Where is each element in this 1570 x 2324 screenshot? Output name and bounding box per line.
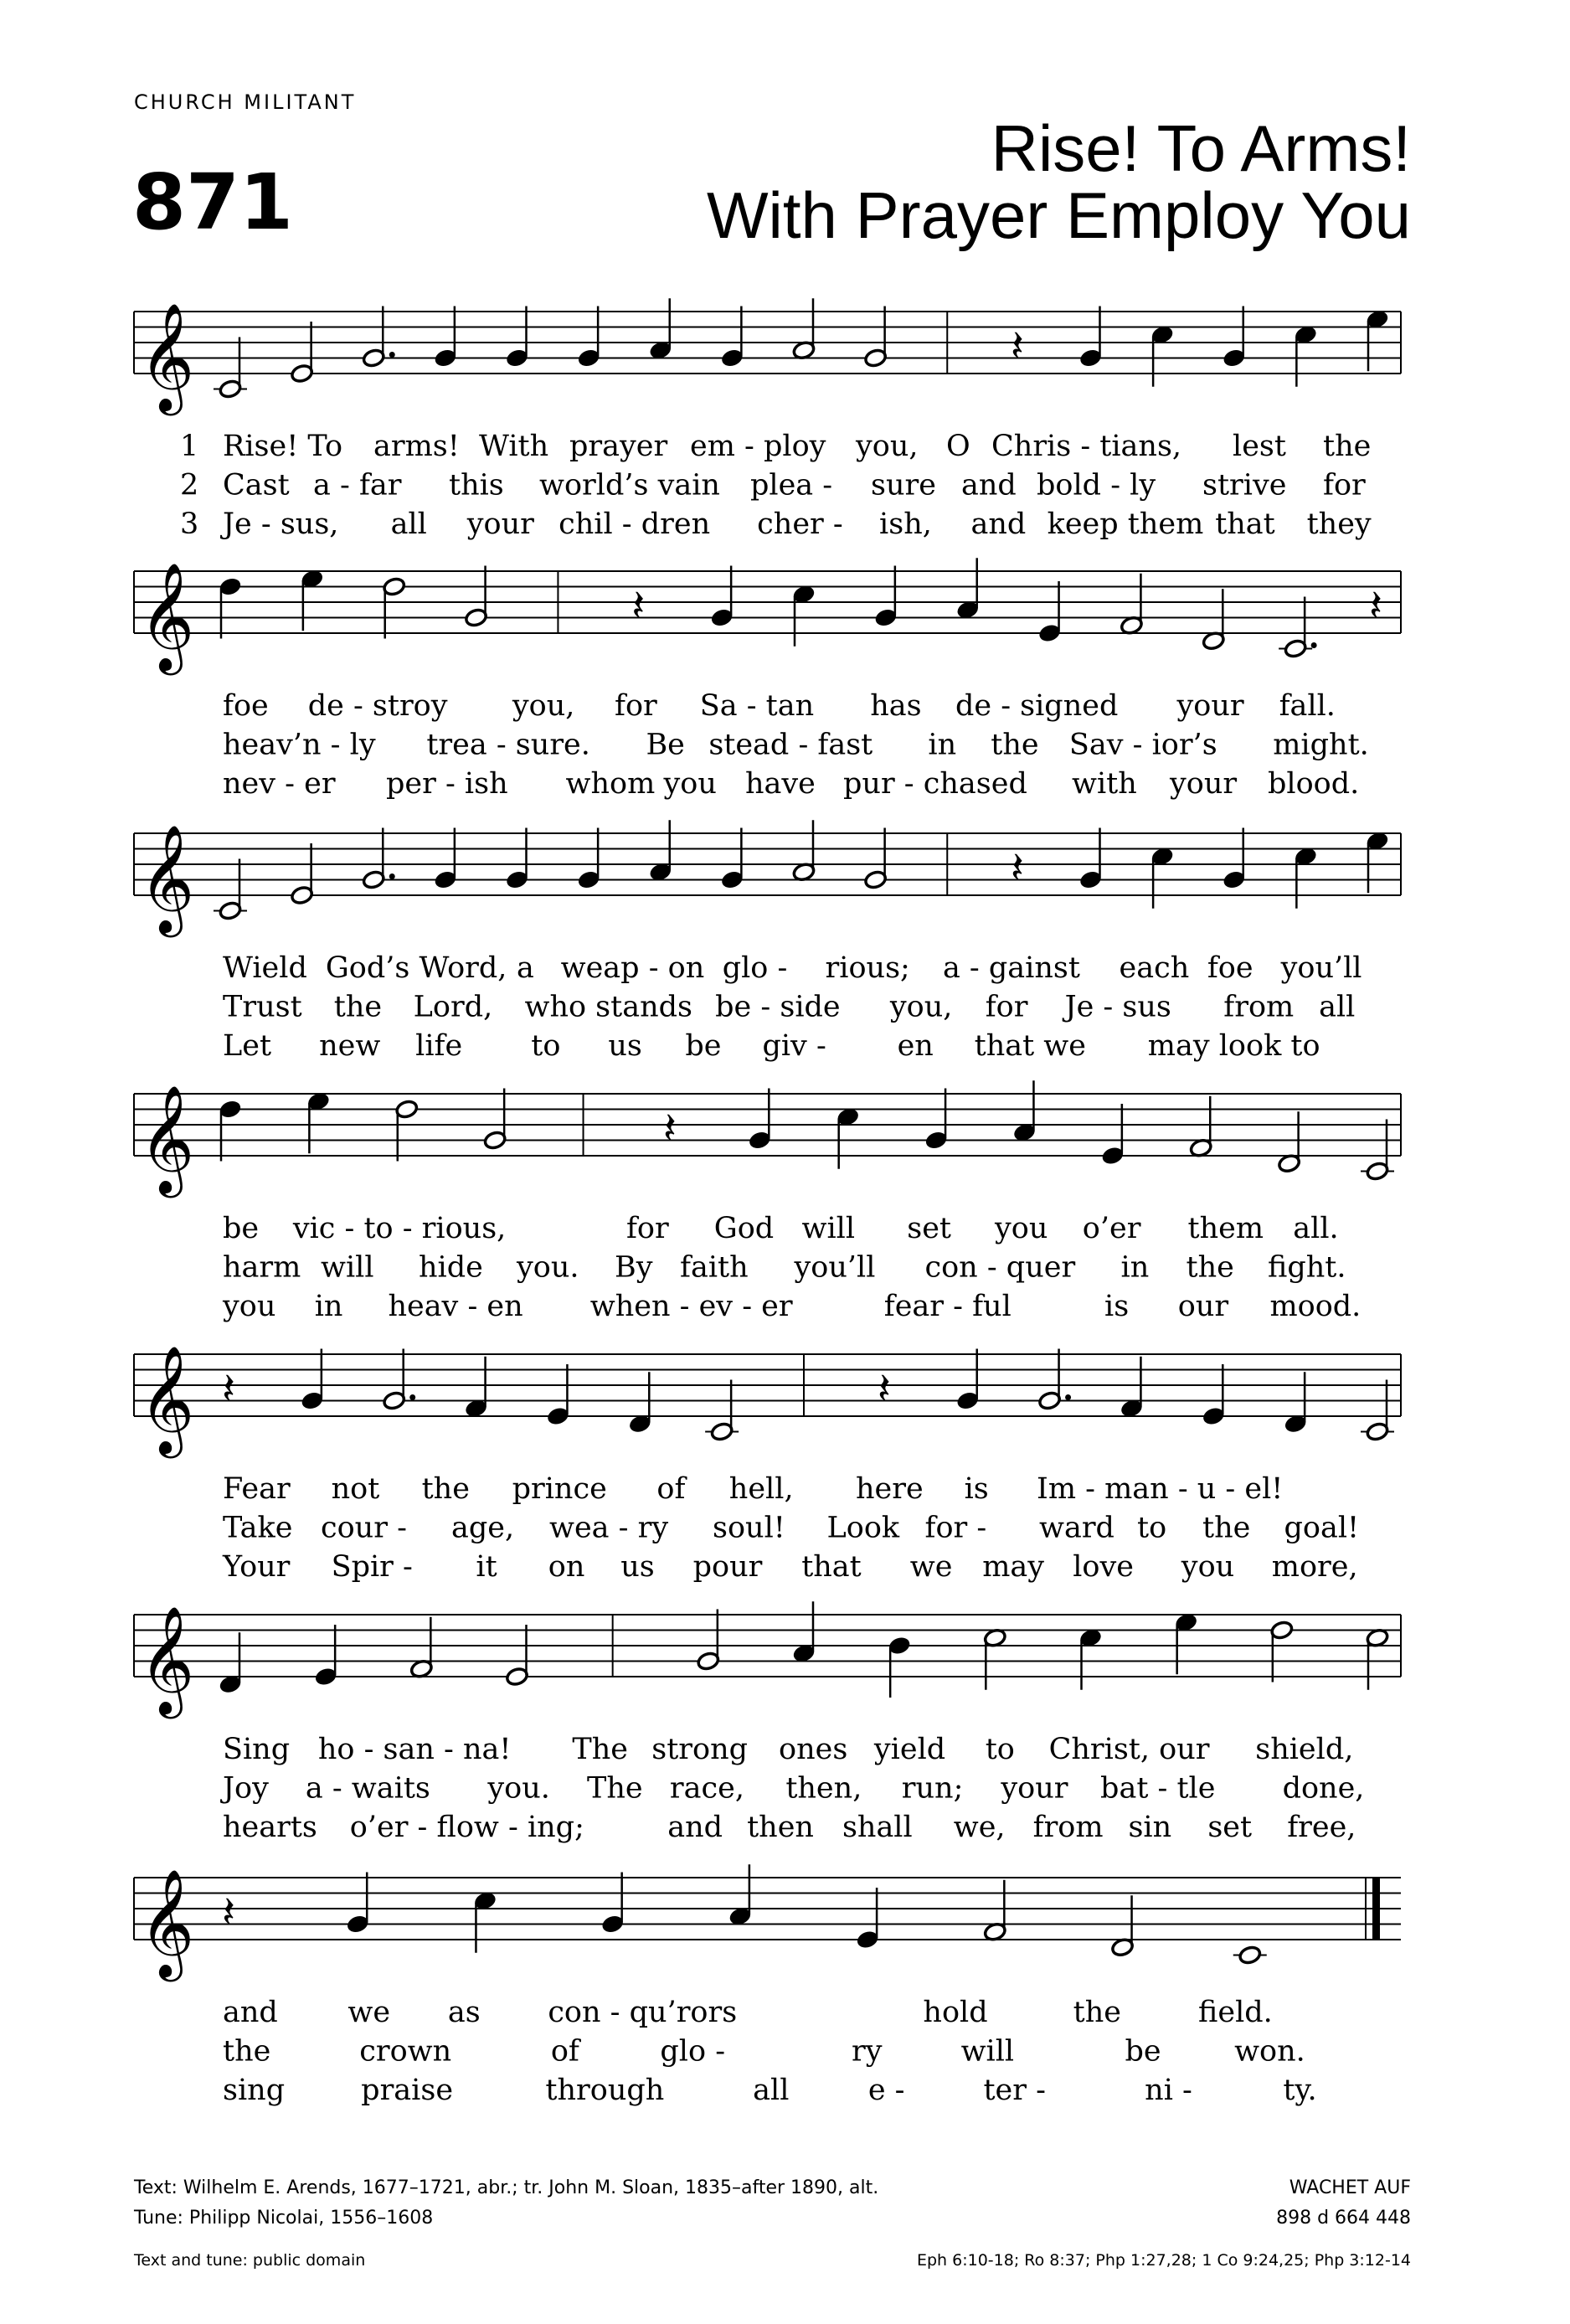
lyric-syllable: a - waits — [305, 1771, 430, 1806]
lyric-syllable: Lord, — [413, 990, 493, 1024]
lyric-syllable: crown — [359, 2034, 452, 2069]
lyric-syllable: all — [753, 2074, 790, 2107]
lyric-syllable: have — [745, 767, 816, 801]
lyric-syllable: for — [625, 1212, 669, 1245]
lyric-syllable: Your — [223, 1550, 291, 1584]
lyric-syllable: sin — [1128, 1811, 1172, 1844]
lyric-syllable: blood. — [1268, 767, 1360, 801]
lyric-syllable: in — [928, 728, 957, 762]
lyric-syllable: the — [1323, 430, 1372, 463]
lyric-syllable: mood. — [1269, 1290, 1362, 1323]
lyric-syllable: Rise! To — [223, 430, 343, 463]
lyric-syllable: you — [995, 1212, 1048, 1245]
lyric-syllable: Sing — [223, 1733, 291, 1766]
lyric-syllable: hold — [923, 1996, 988, 2029]
treble-clef-icon: 𝄞 — [139, 562, 195, 671]
lyric-syllable: new — [319, 1029, 381, 1063]
lyric-syllable: love — [1073, 1550, 1134, 1584]
dot — [1311, 642, 1317, 648]
lyric-syllable: your — [466, 508, 534, 541]
lyric-syllable: Im - man - u - el! — [1037, 1472, 1284, 1506]
lyric-syllable: sing — [223, 2074, 286, 2107]
lyric-syllable: the — [991, 728, 1039, 762]
lyric-syllable: ho - san - na! — [317, 1733, 512, 1766]
lyric-syllable: more, — [1271, 1550, 1358, 1584]
lyric-syllable: Be — [646, 728, 685, 762]
lyric-syllable: heav - en — [388, 1290, 523, 1323]
lyric-syllable: has — [870, 689, 922, 723]
lyric-syllable: be — [1125, 2034, 1161, 2069]
lyric-syllable: Sa - tan — [699, 689, 815, 723]
quarter-rest-icon: 𝄽 — [1010, 843, 1024, 894]
lyric-syllable: will — [321, 1250, 374, 1285]
lyric-syllable: for — [1323, 468, 1366, 502]
quarter-rest-icon: 𝄽 — [1010, 322, 1024, 373]
lyric-syllable: then, — [785, 1771, 862, 1806]
lyric-syllable: Wield — [223, 951, 307, 985]
lyric-syllable: hide — [419, 1250, 483, 1285]
lyric-syllable: field. — [1198, 1996, 1273, 2029]
lyric-syllable: then — [747, 1811, 814, 1844]
lyric-syllable: in — [314, 1290, 343, 1323]
lyric-syllable: fall. — [1279, 689, 1336, 723]
lyric-syllable: that — [1215, 508, 1275, 541]
lyric-syllable: soul! — [713, 1511, 785, 1545]
treble-clef-icon: 𝄞 — [139, 302, 195, 411]
lyric-syllable: a — [517, 951, 534, 985]
lyric-syllable: you. — [517, 1250, 579, 1285]
lyric-syllable: each — [1119, 951, 1190, 985]
lyric-syllable: praise — [361, 2074, 454, 2107]
staff-system-2 — [134, 558, 1401, 801]
hymn-number: 871 — [132, 157, 294, 247]
lyric-syllable: strong — [651, 1733, 749, 1766]
lyric-syllable: con - quer — [924, 1250, 1076, 1285]
lyric-syllable: you — [663, 767, 717, 801]
lyric-syllable: faith — [680, 1250, 749, 1285]
lyric-syllable: Chris - tians, — [991, 430, 1182, 463]
lyric-syllable: with — [1072, 767, 1137, 801]
lyric-syllable: that we — [974, 1029, 1086, 1063]
lyric-syllable: will — [960, 2034, 1015, 2069]
lyric-syllable: this — [449, 468, 504, 502]
lyric-syllable: ish, — [879, 508, 932, 541]
lyric-syllable: in — [1120, 1250, 1150, 1285]
lyric-syllable: be — [685, 1029, 722, 1063]
lyric-syllable: you — [223, 1290, 276, 1323]
final-bar-thick — [1372, 1878, 1380, 1940]
lyric-syllable: won. — [1234, 2034, 1305, 2069]
dot — [409, 1394, 415, 1400]
verse-number: 3 — [180, 508, 199, 541]
lyric-syllable: for — [985, 990, 1028, 1024]
lyric-syllable: done, — [1282, 1771, 1365, 1806]
lyric-syllable: harm — [223, 1250, 301, 1285]
lyric-syllable: when - ev - er — [589, 1290, 793, 1323]
lyric-syllable: you, — [856, 430, 919, 463]
tune-name: WACHET AUF — [1289, 2177, 1411, 2198]
lyric-syllable: you, — [512, 689, 575, 723]
lyric-syllable: prince — [512, 1472, 607, 1506]
treble-clef-icon: 𝄞 — [139, 824, 195, 933]
quarter-rest-icon: 𝄽 — [662, 1104, 677, 1155]
lyric-syllable: we — [347, 1996, 391, 2029]
lyric-syllable: whom — [565, 767, 656, 801]
lyric-syllable: sure — [871, 468, 936, 502]
lyric-syllable: fear - ful — [883, 1290, 1011, 1323]
lyric-syllable: nev - er — [223, 767, 336, 801]
lyric-syllable: to — [1137, 1511, 1167, 1545]
treble-clef-icon: 𝄞 — [139, 1345, 195, 1454]
lyric-syllable: that — [801, 1550, 862, 1584]
lyric-syllable: is — [1104, 1290, 1130, 1323]
lyric-syllable: might. — [1273, 728, 1369, 762]
lyric-syllable: to — [531, 1029, 561, 1063]
lyric-syllable: the — [1186, 1250, 1234, 1285]
lyric-syllable: the — [223, 2034, 271, 2069]
lyric-syllable: and — [667, 1811, 723, 1844]
lyric-syllable: us — [608, 1029, 642, 1063]
lyric-syllable: may look to — [1147, 1029, 1320, 1063]
lyric-syllable: and — [970, 508, 1027, 541]
lyric-syllable: Look — [826, 1511, 900, 1545]
scripture-references: Eph 6:10-18; Ro 8:37; Php 1:27,28; 1 Co 9:24,25; Php 3:12-14 — [916, 2251, 1411, 2270]
lyric-syllable: lest — [1233, 430, 1286, 463]
lyric-syllable: will — [801, 1212, 856, 1245]
hymn-title-line-1: Rise! To Arms! — [991, 111, 1411, 185]
lyric-syllable: through — [545, 2074, 665, 2107]
lyric-syllable: may — [982, 1550, 1045, 1584]
lyric-syllable: cour - — [321, 1511, 407, 1545]
lyric-syllable: glo - — [722, 951, 788, 985]
lyric-syllable: yield — [873, 1733, 946, 1766]
lyric-syllable: plea - — [750, 468, 833, 502]
staff-system-1 — [134, 298, 1401, 541]
lyric-syllable: ter - — [983, 2074, 1046, 2107]
lyric-syllable: God — [713, 1212, 775, 1245]
staff-system-6 — [134, 1601, 1401, 1844]
lyric-syllable: Sav - ior’s — [1068, 728, 1217, 762]
lyric-syllable: the — [1073, 1996, 1121, 2029]
lyric-syllable: our — [1177, 1290, 1229, 1323]
dot — [389, 352, 395, 358]
staff-system-3 — [134, 820, 1401, 1063]
treble-clef-icon: 𝄞 — [139, 1605, 195, 1714]
lyric-syllable: Spir - — [331, 1550, 413, 1584]
lyric-syllable: them — [1187, 1212, 1264, 1245]
verse-number: 2 — [180, 468, 199, 502]
lyric-syllable: bat - tle — [1100, 1771, 1216, 1806]
lyric-syllable: Christ, our — [1048, 1733, 1210, 1766]
lyric-syllable: for — [615, 689, 657, 723]
treble-clef-icon: 𝄞 — [139, 1868, 195, 1977]
lyric-syllable: By — [615, 1250, 653, 1285]
lyric-syllable: you, — [889, 990, 953, 1024]
lyric-syllable: who stands — [524, 990, 692, 1024]
lyric-syllable: race, — [669, 1771, 744, 1806]
lyric-syllable: not — [331, 1472, 380, 1506]
lyric-syllable: hearts — [223, 1811, 317, 1844]
lyric-syllable: prayer — [569, 430, 668, 463]
lyric-syllable: O — [946, 430, 970, 463]
lyric-syllable: Fear — [223, 1472, 291, 1506]
lyric-syllable: hell, — [728, 1472, 794, 1506]
treble-clef-icon: 𝄞 — [139, 1085, 195, 1193]
dot — [1065, 1394, 1071, 1400]
lyric-syllable: The — [572, 1733, 629, 1766]
lyric-syllable: strive — [1202, 468, 1287, 502]
note-head — [1238, 1945, 1262, 1965]
lyric-syllable: to — [985, 1733, 1015, 1766]
lyric-syllable: ty. — [1283, 2074, 1317, 2107]
lyric-syllable: trea - sure. — [426, 728, 590, 762]
lyric-syllable: keep them — [1047, 508, 1204, 541]
lyric-syllable: de - signed — [955, 689, 1119, 723]
verse-number: 1 — [180, 430, 199, 463]
lyric-syllable: the — [333, 990, 383, 1024]
section-label: CHURCH MILITANT — [134, 90, 357, 114]
meter: 898 d 664 448 — [1276, 2208, 1411, 2229]
lyric-syllable: chil - dren — [559, 508, 711, 541]
lyric-syllable: Joy — [223, 1771, 269, 1806]
lyric-syllable: goal! — [1284, 1511, 1360, 1545]
lyric-syllable: cher - — [757, 508, 843, 541]
lyric-syllable: of — [550, 2034, 579, 2069]
quarter-rest-icon: 𝄽 — [877, 1364, 891, 1415]
lyric-syllable: Cast — [223, 468, 290, 502]
lyric-syllable: e - — [867, 2074, 905, 2107]
lyric-syllable: free, — [1287, 1811, 1356, 1844]
text-credit: Text: Wilhelm E. Arends, 1677–1721, abr.; tr. John M. Sloan, 1835–after 1890, alt. — [134, 2177, 879, 2198]
staff-system-5 — [134, 1345, 1401, 1584]
lyric-syllable: your — [1170, 767, 1238, 801]
lyric-syllable: Trust — [223, 990, 302, 1024]
lyric-syllable: all — [390, 508, 427, 541]
tune-credit: Tune: Philipp Nicolai, 1556–1608 — [134, 2208, 434, 2229]
lyric-syllable: ones — [779, 1733, 848, 1766]
lyric-syllable: run; — [901, 1771, 964, 1806]
lyric-syllable: ni - — [1145, 2074, 1192, 2107]
lyric-syllable: en — [897, 1029, 934, 1063]
lyric-syllable: your — [1001, 1771, 1068, 1806]
lyric-syllable: bold - ly — [1037, 468, 1156, 502]
lyric-syllable: stead - fast — [708, 728, 873, 762]
lyric-syllable: and — [223, 1996, 278, 2029]
lyric-syllable: you’ll — [794, 1250, 876, 1285]
lyric-syllable: vic - to - rious, — [292, 1212, 507, 1245]
lyric-syllable: Je - sus, — [223, 508, 339, 541]
lyric-syllable: con - qu’rors — [548, 1996, 738, 2029]
dot — [389, 873, 395, 879]
lyric-syllable: o’er - flow - ing; — [349, 1811, 584, 1844]
lyric-syllable: for - — [924, 1511, 987, 1545]
quarter-rest-icon: 𝄽 — [631, 581, 646, 632]
lyric-syllable: it — [476, 1550, 497, 1584]
lyric-syllable: you — [1181, 1550, 1235, 1584]
lyric-syllable: shield, — [1255, 1733, 1354, 1766]
lyric-syllable: fight. — [1268, 1250, 1346, 1285]
lyric-syllable: all. — [1293, 1212, 1339, 1245]
lyric-syllable: the — [421, 1472, 470, 1506]
lyric-syllable: rious; — [825, 951, 910, 985]
hymn-title-line-2: With Prayer Employ You — [706, 178, 1411, 252]
lyric-syllable: from — [1223, 990, 1295, 1024]
lyric-syllable: you’ll — [1280, 951, 1362, 985]
lyric-syllable: here — [856, 1472, 924, 1506]
rights-notice: Text and tune: public domain — [134, 2251, 366, 2270]
lyric-syllable: a - far — [313, 468, 402, 502]
lyric-syllable: set — [1207, 1811, 1253, 1844]
staff-system-7 — [134, 1864, 1401, 2107]
lyric-syllable: Take — [223, 1511, 293, 1545]
lyric-syllable: pur - chased — [843, 767, 1027, 801]
lyric-syllable: on — [548, 1550, 585, 1584]
lyric-syllable: wea - ry — [549, 1511, 669, 1545]
lyric-syllable: ward — [1039, 1511, 1114, 1545]
lyric-syllable: all — [1319, 990, 1356, 1024]
lyric-syllable: ry — [851, 2034, 883, 2069]
lyric-syllable: pour — [692, 1550, 763, 1584]
lyric-syllable: world’s vain — [539, 468, 720, 502]
lyric-syllable: be — [223, 1212, 260, 1245]
lyric-syllable: from — [1032, 1811, 1104, 1844]
lyric-syllable: o’er — [1082, 1212, 1141, 1245]
lyric-syllable: foe — [1207, 951, 1253, 985]
lyric-syllable: is — [964, 1472, 989, 1506]
lyric-syllable: we — [909, 1550, 953, 1584]
lyric-syllable: age, — [451, 1511, 515, 1545]
lyric-syllable: the — [1202, 1511, 1251, 1545]
quarter-rest-icon: 𝄽 — [1369, 581, 1382, 632]
lyric-syllable: weap - on — [560, 951, 705, 985]
lyric-syllable: per - ish — [386, 767, 508, 801]
lyric-syllable: and — [961, 468, 1017, 502]
lyric-syllable: de - stroy — [307, 689, 448, 723]
lyric-syllable: God’s Word, — [325, 951, 507, 985]
lyric-syllable: Je - sus — [1064, 990, 1171, 1024]
lyric-syllable: glo - — [660, 2034, 726, 2069]
lyric-syllable: With — [479, 430, 549, 463]
lyric-syllable: they — [1306, 508, 1372, 541]
lyric-syllable: your — [1176, 689, 1244, 723]
lyric-syllable: Let — [223, 1029, 272, 1063]
staff-system-4 — [134, 1080, 1401, 1323]
lyric-syllable: shall — [842, 1811, 913, 1844]
lyric-syllable: we, — [953, 1811, 1006, 1844]
lyric-syllable: us — [620, 1550, 655, 1584]
lyric-syllable: The — [587, 1771, 643, 1806]
lyric-syllable: life — [415, 1029, 463, 1063]
lyric-syllable: em - ploy — [690, 430, 826, 463]
lyric-syllable: heav’n - ly — [223, 728, 376, 762]
quarter-rest-icon: 𝄽 — [222, 1888, 235, 1939]
lyric-syllable: giv - — [762, 1029, 826, 1063]
lyric-syllable: of — [656, 1472, 686, 1506]
lyric-syllable: be - side — [715, 990, 841, 1024]
lyric-syllable: foe — [223, 689, 269, 723]
quarter-rest-icon: 𝄽 — [222, 1364, 235, 1415]
lyric-syllable: set — [907, 1212, 952, 1245]
lyric-syllable: you. — [487, 1771, 550, 1806]
lyric-syllable: as — [447, 1996, 481, 2029]
lyric-syllable: arms! — [373, 430, 460, 463]
lyric-syllable: a - gainst — [942, 951, 1080, 985]
